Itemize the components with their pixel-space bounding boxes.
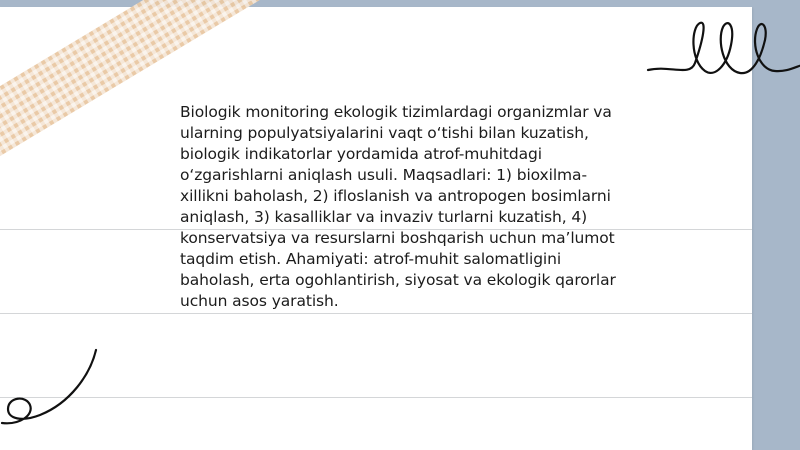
curl-scribble-icon — [0, 345, 110, 430]
loop-scribble-icon — [645, 15, 800, 85]
ruled-line — [0, 397, 752, 398]
ruled-line — [0, 313, 752, 314]
slide-body-text: Biologik monitoring ekologik tizimlardagi organizmlar va ularning populyatsiyalarini vaqt o‘tishi bilan kuzatish, biologik indikatorlar yordamida atrof-muhitdagi o‘zgarishlarni aniqlash usuli. Maqsadlari: 1) bioxilma-xillikni baholash, 2) ifloslanish va antropogen bosimlarni aniqlash, 3) kasalliklar va invaziv turlarni kuzatish, 4) konservatsiya va resurslarni boshqarish uchun ma’lumot taqdim etish. Ahamiyati: atrof-muhit salomatligini baholash, erta ogohlantirish, siyosat va ekologik qarorlar uchun asos yaratish. — [180, 103, 616, 310]
